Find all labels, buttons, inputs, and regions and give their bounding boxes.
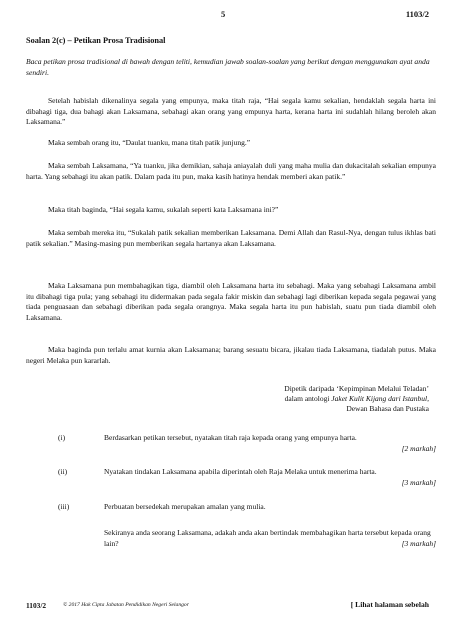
passage-paragraph: Maka sembah orang itu, “Daulat tuanku, mana titah patik junjung.” [48, 138, 251, 147]
question-marks: [3 markah] [401, 539, 436, 548]
question-marks: [2 markah] [401, 444, 436, 453]
passage-paragraph: Setelah habislah dikenalinya segala yang empunya, maka titah raja, “Hai segala kamu sekalian, hendaklah segala harta ini dibahagi tiga, dua bahagi akan Laksamana, sebahagi akan orang yang empunya harta, kerana harta ini sudahlah hilang beroleh akan Laksamana.” [26, 96, 436, 127]
question-text: Sekiranya anda seorang Laksamana, adakah anda akan bertindak membahagikan harta tersebut kepada orang lain? [104, 528, 431, 548]
question-number: (iii) [58, 502, 70, 511]
question-text: Berdasarkan petikan tersebut, nyatakan titah raja kepada orang yang empunya harta. [104, 433, 357, 442]
source-line-1: Dipetik daripada ‘Kepimpinan Melalui Teladan’ [284, 384, 429, 393]
next-page-note: [ Lihat halaman sebelah [350, 600, 429, 609]
question-text: Nyatakan tindakan Laksamana apabila diperintah oleh Raja Melaka untuk menerima harta. [104, 467, 377, 476]
footer-copyright: © 2017 Hak Cipta Jabatan Pendidikan Negeri Selangor [63, 602, 189, 608]
question-number: (i) [58, 433, 66, 442]
instruction-text: Baca petikan prosa tradisional di bawah dengan teliti, kemudian jawab soalan-soalan yang berikut dengan menggunakan ayat anda sendiri. [26, 57, 430, 77]
passage-paragraph: Maka sembah mereka itu, “Sukalah patik sekalian memberikan Laksamana. Demi Allah dan Rasul-Nya, dengan tulus ikhlas bati patik sekalian.” Masing-masing pun memberikan segala hartanya akan Laksamana. [26, 228, 436, 248]
source-citation [229, 384, 429, 415]
passage-paragraph: Maka baginda pun terlalu amat kurnia akan Laksamana; barang sesuatu bicara, jikalau tiada Laksamana, tiadalah putus. Maka negeri Melaka pun kararlah. [26, 345, 436, 365]
passage-paragraph: Maka sembah Laksamana, “Ya tuanku, jika demikian, sahaja aniayalah duli yang maha mulia dan dukacitalah sekalian empunya harta. Yang sebahagi itu akan patik. Dalam pada itu pun, maka kasih hatinya hendak memberi akan patik.” [26, 161, 436, 181]
source-line-2: dalam antologi Jaket Kulit Kijang dari Istanbul, [284, 394, 429, 404]
question-text: Perbuatan bersedekah merupakan amalan yang mulia. [104, 502, 266, 511]
passage-paragraph: Maka Laksamana pun membahagikan tiga, diambil oleh Laksamana harta itu sebahagi. Maka yang sebahagi Laksamana ambil itu dibahagi tiga pula; yang sebahagi itu didermakan pada segala fakir miskin dan sebahagi lagi diberikan kepada segala pegawai yang tiada penguasaan dan sebahagi diberikan pada segala orangnya. Maka segala harta itu pun habislah, suatu pun tiada diambil oleh Laksamana. [26, 281, 436, 322]
anthology-title: Jaket Kulit Kijang dari Istanbul, [331, 394, 429, 404]
page-number: 5 [221, 9, 226, 19]
question-marks: [3 markah] [401, 478, 436, 487]
question-number: (ii) [58, 467, 68, 476]
section-title: Soalan 2(c) – Petikan Prosa Tradisional [26, 36, 166, 45]
passage-paragraph: Maka titah baginda, “Hai segala kamu, sukalah seperti kata Laksamana ini?” [48, 205, 279, 214]
paper-code: 1103/2 [405, 9, 429, 19]
footer-paper-code: 1103/2 [26, 601, 47, 610]
source-line-3: Dewan Bahasa dan Pustaka [346, 404, 429, 414]
